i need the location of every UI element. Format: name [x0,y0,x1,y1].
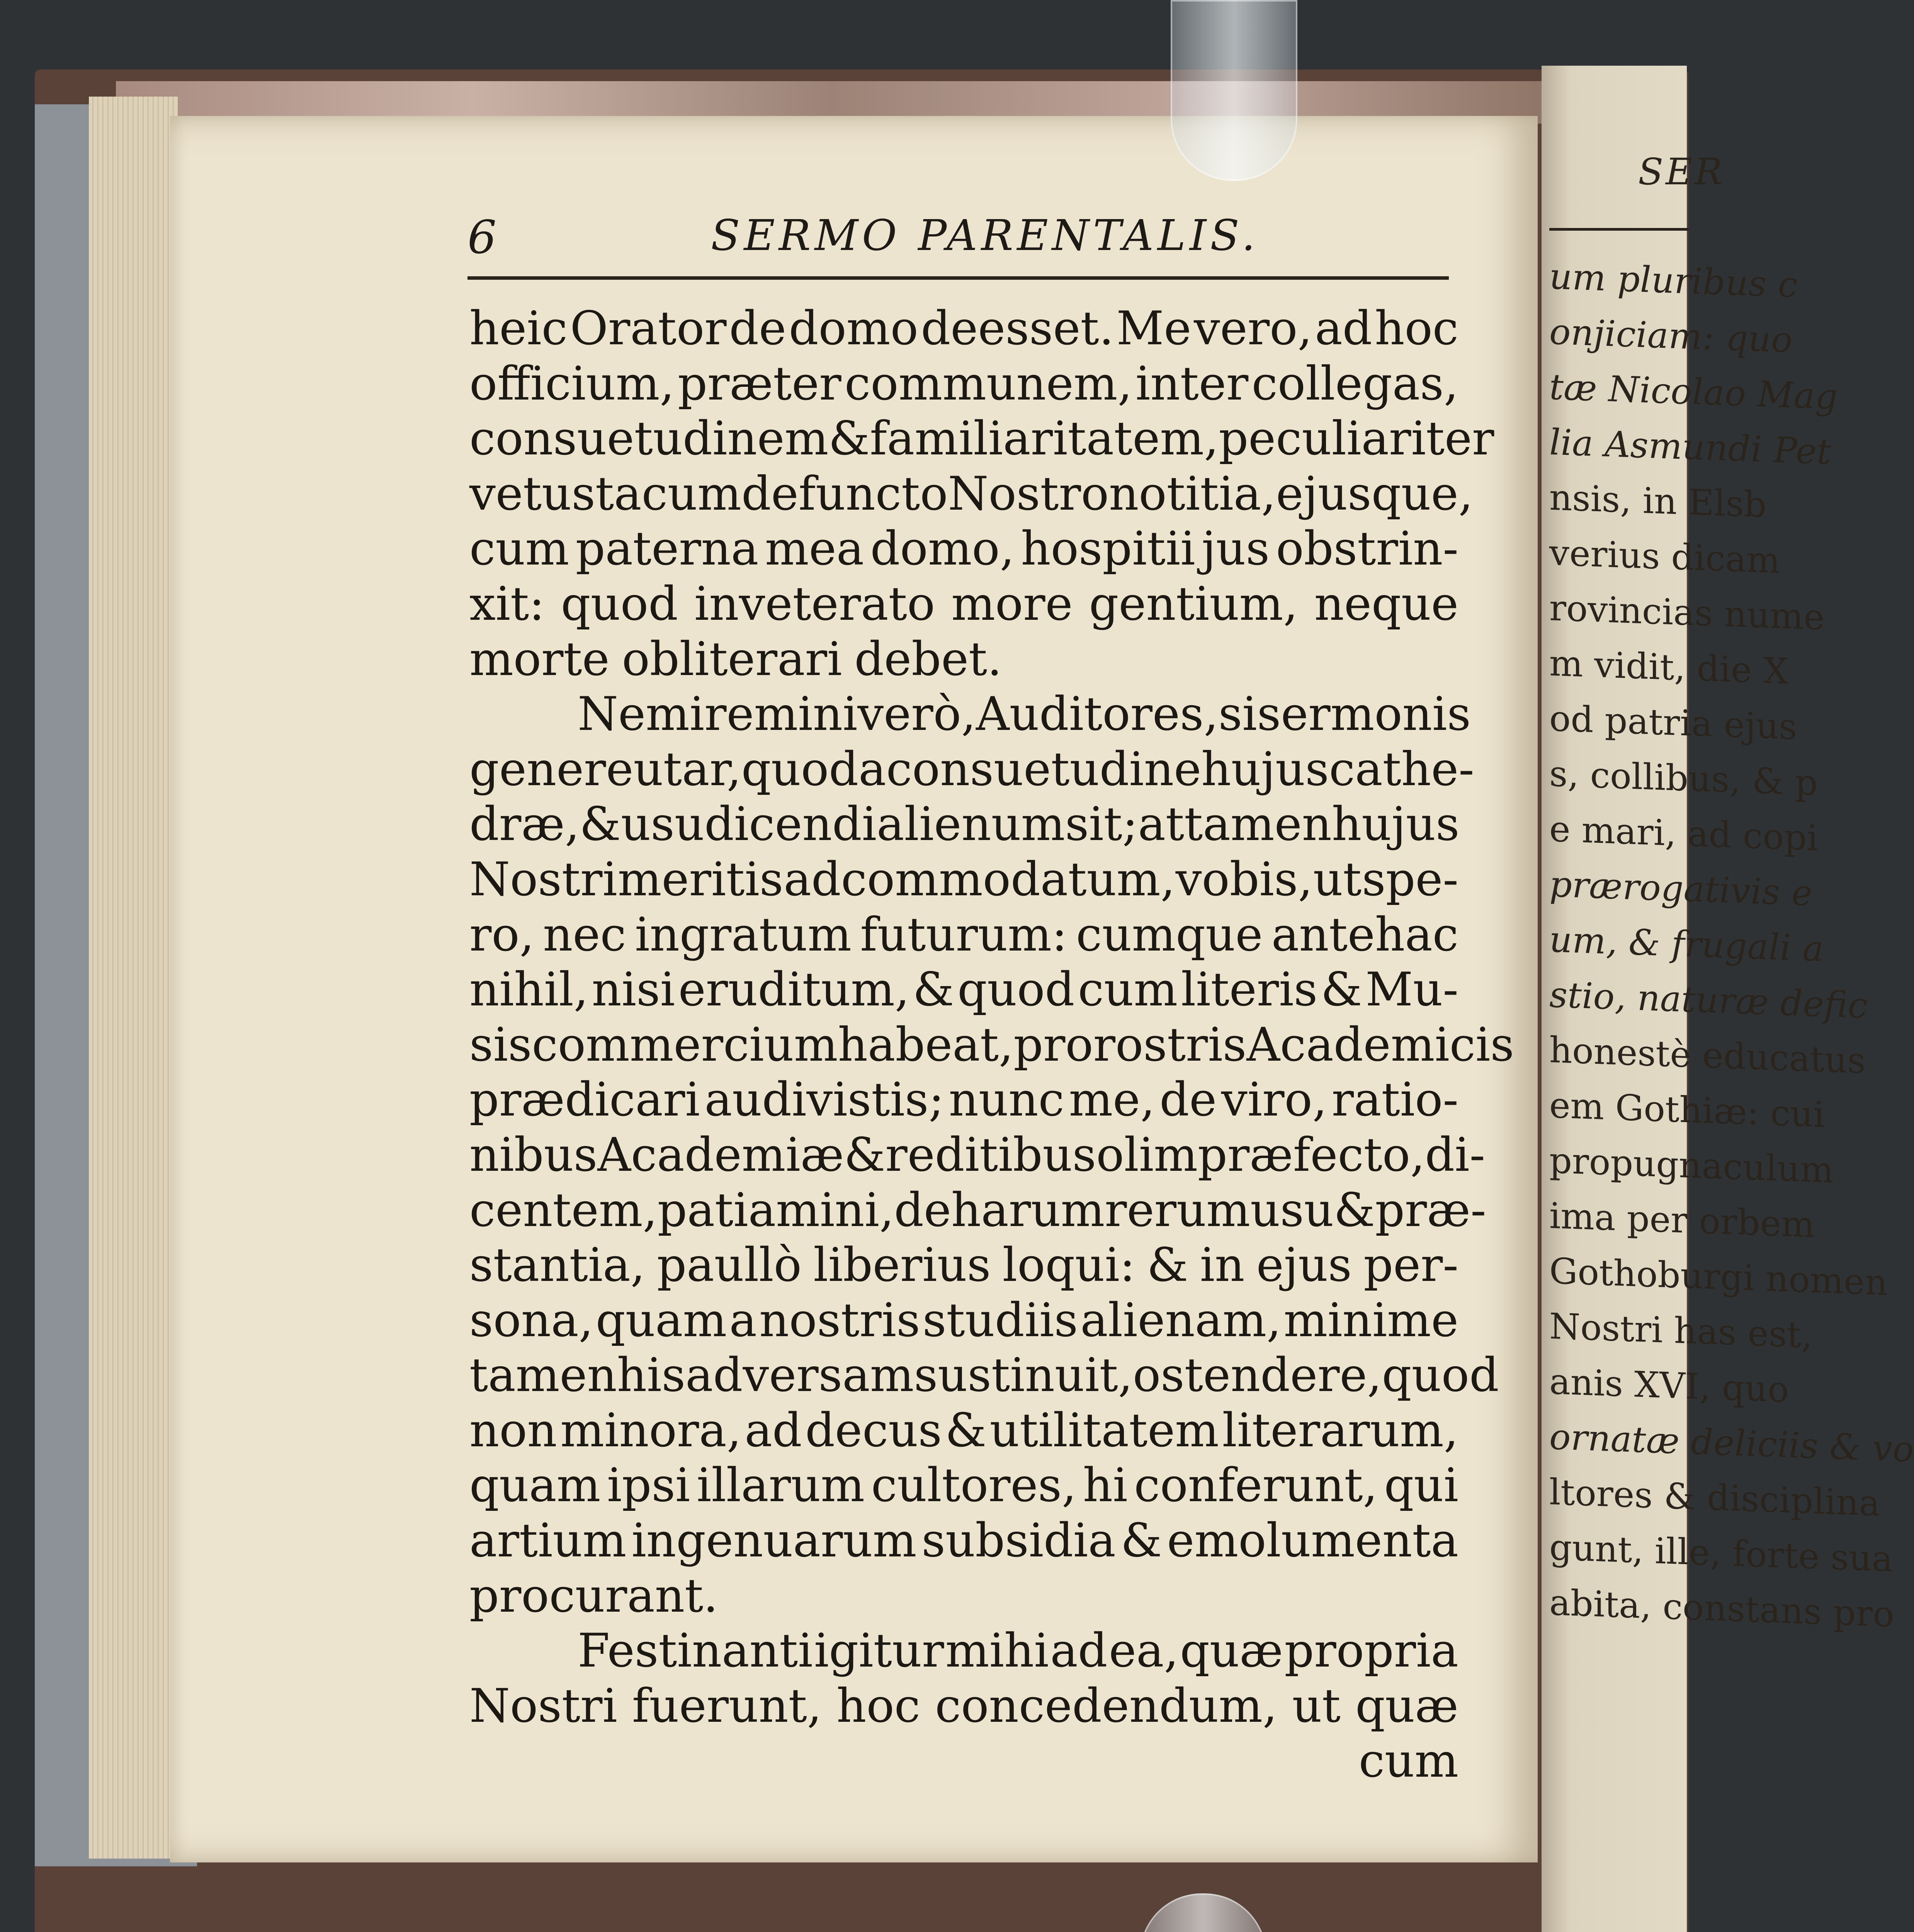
header-rule [467,276,1449,280]
word: hoc [836,1679,920,1733]
facing-page-line: ltores & disciplina [1549,1471,1880,1524]
word: inveterato [694,577,935,631]
word: mihi [945,1624,1049,1678]
facing-page-line: gunt, ille, forte sua [1549,1526,1893,1580]
word: præter [678,357,841,411]
word: hujus [1201,742,1329,796]
word: ipsi [607,1459,690,1513]
word: eruditum, [678,963,910,1017]
text-line [469,797,1458,852]
word: Mu- [1365,963,1458,1017]
word: præ- [1375,1183,1486,1237]
word: emolumenta [1167,1514,1458,1568]
facing-page-head: SER [1638,151,1725,193]
word: domo [789,302,918,355]
word: nisi [592,963,675,1017]
catchword: cum [1358,1734,1458,1788]
word: minime [1283,1293,1458,1347]
facing-page-line: e mari, ad copi [1549,808,1818,859]
facing-page-line: lia Asmundi Pet [1549,421,1831,473]
word: loqui: [1002,1238,1135,1293]
text-line [469,963,1458,1018]
word: patiamini, [657,1183,894,1237]
word: quæ [1180,1624,1283,1678]
text-line [469,1348,1499,1403]
word: ejusque, [1276,467,1473,521]
word: miremini [646,687,858,742]
word: liberius [813,1238,991,1293]
word: sermonis [1257,687,1471,742]
facing-page-line: um pluribus c [1549,255,1798,306]
word: vero, [1194,302,1312,355]
word: adcommodatum, [784,852,1175,906]
word: artium [469,1514,627,1568]
facing-page-line: od patria ejus [1549,697,1797,748]
word: obliterari [622,632,842,686]
word: quod [957,963,1075,1017]
word: cathe- [1329,742,1474,796]
word: di- [1425,1128,1486,1182]
word: literis [1181,963,1318,1017]
word: olim [1096,1128,1198,1182]
word: viro, [1221,1073,1327,1127]
word: minora, [560,1403,741,1458]
facing-page-line: propugnaculum [1549,1139,1834,1191]
facing-page-line: ima per orbem [1549,1195,1815,1246]
word: nihil, [469,963,588,1017]
word: centem, [469,1183,658,1237]
facing-page-line: prærogativis e [1549,863,1813,914]
word: studiis [922,1293,1078,1347]
word: & [1147,1238,1188,1293]
text-line [469,908,1458,963]
word: & [945,1403,987,1458]
word: reditibus [885,1128,1096,1182]
word: gentium, [1089,577,1298,631]
word: prædicari [469,1073,700,1127]
text-line [469,1624,1458,1679]
word: vetusta [469,467,642,521]
word: quod [561,577,678,631]
word: qui [1384,1459,1458,1513]
text-line [469,852,1458,908]
facing-page-line: m vidit, die X [1549,642,1789,692]
text-line [469,1183,1486,1238]
word: debet. [854,632,1002,686]
word: quæ [1355,1679,1458,1733]
word: a [858,742,886,796]
catchword-line [469,1734,1458,1789]
word: quam [469,1459,601,1513]
word: alienam, [1080,1293,1282,1347]
word: genere [469,742,634,796]
word: sona, [469,1293,593,1347]
word: ad [1315,302,1372,355]
word: ut [1313,852,1362,906]
facing-page-line: tæ Nicolao Mag [1549,366,1838,418]
word: per- [1363,1238,1458,1293]
word: cum [641,467,741,521]
word: quod [1382,1349,1499,1403]
word: tamen [469,1349,617,1403]
word: morte [469,632,610,686]
word: ro, [469,908,534,962]
word: nostris [759,1293,920,1347]
facing-page-line: ornatæ deliciis & vo [1549,1416,1914,1470]
word: & [1120,1514,1162,1568]
word: attamen [1138,798,1332,852]
word: habeat, [838,1018,1014,1072]
word: de [729,302,787,355]
word: cultores, [871,1459,1077,1513]
word: adversam [685,1349,914,1403]
text-line [469,357,1458,412]
word: de [894,1183,952,1237]
text-line [469,301,1458,357]
word: verò, [857,687,976,742]
text-line [469,522,1458,577]
word: Auditores, [976,687,1219,742]
facing-page-line: stio, naturæ defic [1549,974,1868,1027]
facing-page-text [1549,249,1914,1635]
word: defuncto [741,467,948,521]
word: hujus [1331,798,1460,852]
text-line [469,1293,1458,1349]
facing-page-rule [1549,228,1688,231]
word: procurant. [469,1569,718,1623]
word: obstrin- [1276,522,1458,576]
word: & [913,963,954,1017]
word: si [1218,687,1257,742]
word: paterna [575,522,759,576]
word: alienum [877,798,1065,852]
text-line [469,1679,1458,1734]
facing-page-line: Nostri has est, [1549,1305,1813,1356]
facing-page [1542,66,1914,1932]
word: quod [741,742,859,796]
running-title: SERMO PARENTALIS. [711,211,1259,260]
word: usu [1250,1183,1334,1237]
word: ratio- [1331,1073,1458,1127]
word: decus [805,1403,942,1458]
facing-page-line: nsis, in Elsb [1549,476,1767,526]
word: rostris [1093,1018,1247,1072]
word: futurum: [860,908,1067,962]
word: dræ, [469,798,580,852]
word: ingratum [635,908,852,962]
text-line [469,1238,1458,1293]
word: xit: [469,577,545,631]
word: hospitii [1021,522,1195,576]
word: & [1334,1183,1375,1237]
text-line [469,687,1471,742]
word: igitur [814,1624,944,1678]
text-line [469,1128,1486,1183]
word: audivistis; [704,1073,944,1127]
text-line [469,1073,1458,1128]
word: utilitatem [989,1403,1219,1458]
word: inter [1135,357,1249,411]
word: & [1321,963,1362,1017]
word: propria [1284,1624,1458,1678]
word: cumque [1076,908,1263,962]
word: illarum [696,1459,865,1513]
text-line [469,1403,1458,1459]
word: stantia, [469,1238,645,1293]
word: ad [1050,1624,1108,1678]
running-head [0,211,1687,269]
word: more [951,577,1073,631]
word: paullò [657,1238,802,1293]
page-stack-edge [89,97,178,1859]
word: de [1159,1073,1217,1127]
word: commercium [532,1018,838,1072]
word: peculiariter [1219,412,1494,466]
word: Academiæ [597,1128,844,1182]
word: consuetudinem [469,412,829,466]
facing-page-line: s, collibus, & p [1549,753,1818,804]
word: sustinuit, [914,1349,1133,1403]
word: Nostri [469,1679,617,1733]
word: me, [1069,1073,1155,1127]
word: usu [620,798,705,852]
word: vobis, [1175,852,1313,906]
word: cum [469,522,569,576]
word: familiaritatem, [870,412,1219,466]
word: Orator [570,302,727,355]
word: sit; [1065,798,1138,852]
word: nec [543,908,626,962]
word: Nostri [469,852,617,906]
page-number: 6 [467,211,497,264]
word: pro [1013,1018,1093,1072]
word: in [1200,1238,1245,1293]
word: dicendi [704,798,877,852]
facing-page-line: anis XVI, quo [1549,1361,1789,1411]
text-line [469,1458,1458,1514]
word: ut [1292,1679,1341,1733]
word: communem, [845,357,1132,411]
word: literarum, [1222,1403,1458,1458]
word: ingenuarum [631,1514,917,1568]
word: non [469,1403,557,1458]
word: subsidia [921,1514,1116,1568]
word: Ne [578,687,646,742]
word: hi [1083,1459,1128,1513]
word: & [828,412,870,466]
word: Festinanti [578,1624,813,1678]
facing-page-line: rovincias nume [1549,587,1825,638]
word: neque [1314,577,1458,631]
book-clip-top [1171,0,1297,181]
word: ostendere, [1132,1349,1382,1403]
word: mea [765,522,864,576]
word: antehac [1271,908,1458,962]
facing-page-line: onjiciam: quo [1549,311,1793,361]
word: nunc [949,1073,1064,1127]
facing-page-line: um, & frugali a [1549,918,1824,970]
text-line [469,1569,1458,1624]
word: consuetudine [886,742,1202,796]
facing-page-line: Gothoburgi nomen [1549,1250,1888,1304]
text-line [469,1514,1458,1569]
text-line [469,632,1458,687]
text-line [469,467,1473,522]
word: officium, [469,357,675,411]
word: rerum [1105,1183,1251,1237]
word: notitia, [1109,467,1276,521]
word: fuerunt, [632,1679,822,1733]
text-line [469,577,1458,632]
word: quam [595,1293,727,1347]
word: sis [469,1018,532,1072]
word: utar, [633,742,741,796]
word: heic [469,302,568,355]
word: domo, [870,522,1015,576]
text-line [469,1018,1514,1073]
facing-page-line: verius dicam [1549,532,1780,582]
facing-page-line: abita, constans pro [1549,1582,1894,1635]
word: concedendum, [935,1679,1278,1733]
word: hoc [1375,302,1458,355]
word: Me [1116,302,1192,355]
word: deesset. [921,302,1114,355]
word: meritis [617,852,784,906]
word: spe- [1362,852,1458,906]
word: nibus [469,1128,598,1182]
word: harum [951,1183,1105,1237]
facing-page-line: honestè educatus [1549,1029,1866,1082]
word: & [580,798,621,852]
body-text [469,301,1514,1789]
word: cum [1078,963,1178,1017]
word: a [729,1293,757,1347]
word: jus [1202,522,1270,576]
word: præfecto, [1198,1128,1425,1182]
facing-page-line: em Gothiæ: cui [1549,1084,1825,1136]
text-line [469,742,1474,798]
word: ad [745,1403,802,1458]
word: his [617,1349,686,1403]
word: & [844,1128,886,1182]
word: ejus [1256,1238,1352,1293]
word: Academicis [1246,1018,1514,1072]
word: ea, [1108,1624,1179,1678]
word: collegas, [1251,357,1458,411]
word: conferunt, [1134,1459,1378,1513]
text-line [469,412,1494,467]
word: Nostro [948,467,1109,521]
